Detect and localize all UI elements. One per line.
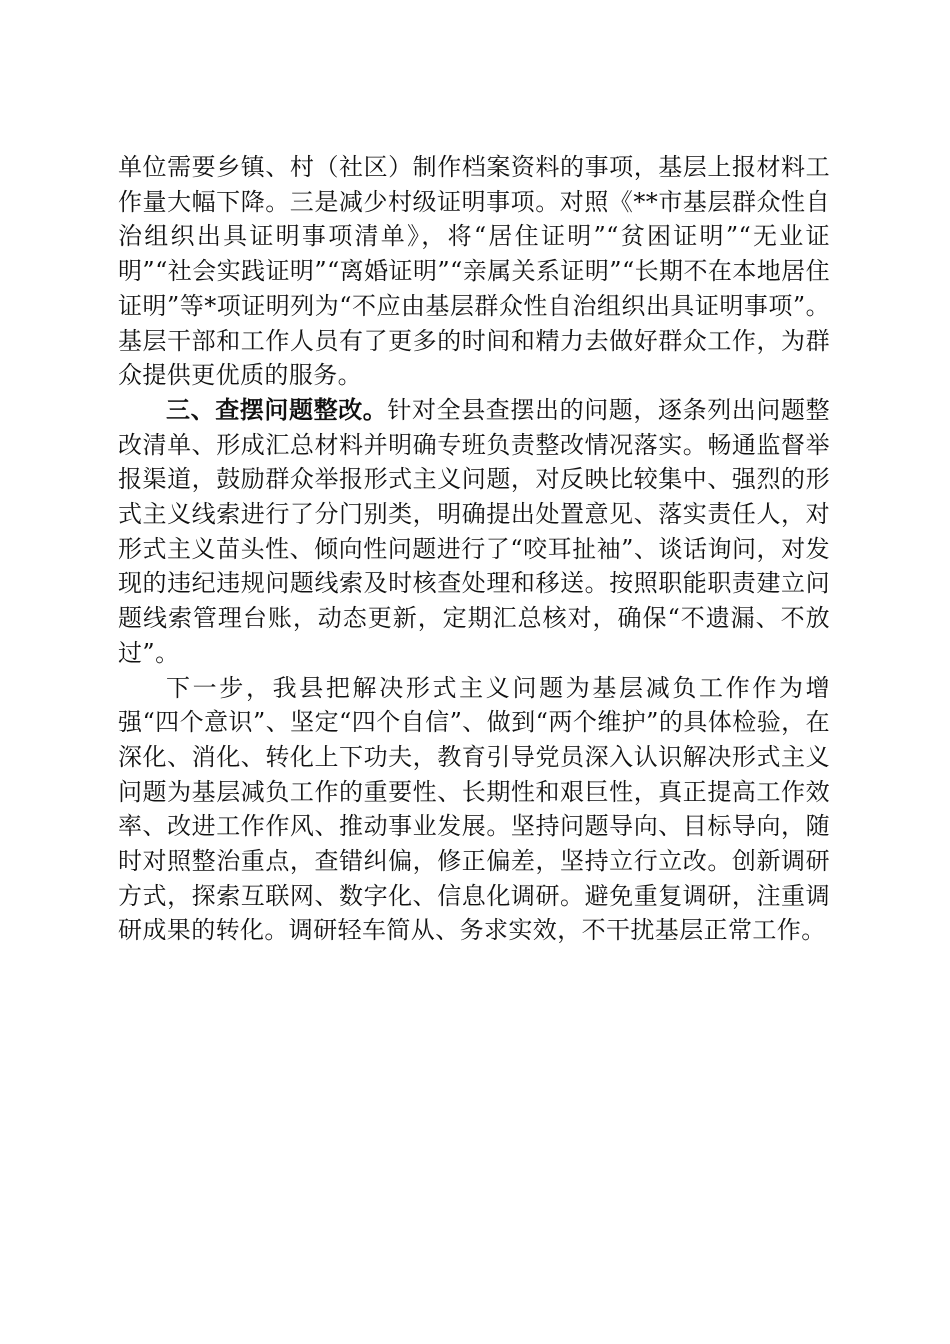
section-3-paragraph <box>118 393 830 671</box>
document-body <box>118 150 830 948</box>
section-3-heading: 三、查摆问题整改。 <box>166 395 388 424</box>
section-3-body: 针对全县查摆出的问题，逐条列出问题整改清单、形成汇总材料并明确专班负责整改情况落实。畅通监督举报渠道，鼓励群众举报形式主义问题，对反映比较集中、强烈的形式主义线索进行了分门别类，明确提出处置意见、落实责任人，对形式主义苗头性、倾向性问题进行了“咬耳扯袖”、谈话询问，对发现的违纪违规问题线索及时核查处理和移送。按照职能职责建立问题线索管理台账，动态更新，定期汇总核对，确保“不遗漏、不放过”。 <box>118 395 830 667</box>
paragraph-continued: 单位需要乡镇、村（社区）制作档案资料的事项，基层上报材料工作量大幅下降。三是减少村级证明事项。对照《**市基层群众性自治组织出具证明事项清单》，将“居住证明”“贫困证明”“无业证明”“社会实践证明”“离婚证明”“亲属关系证明”“长期不在本地居住证明”等*项证明列为“不应由基层群众性自治组织出具证明事项”。基层干部和工作人员有了更多的时间和精力去做好群众工作，为群众提供更优质的服务。 <box>118 153 830 390</box>
next-step-paragraph: 下一步，我县把解决形式主义问题为基层减负工作作为增强“四个意识”、坚定“四个自信”、做到“两个维护”的具体检验，在深化、消化、转化上下功夫，教育引导党员深入认识解决形式主义问题为基层减负工作的重要性、长期性和艰巨性，真正提高工作效率、改进工作作风、推动事业发展。坚持问题导向、目标导向，随时对照整治重点，查错纠偏，修正偏差，坚持立行立改。创新调研方式，探索互联网、数字化、信息化调研。避免重复调研，注重调研成果的转化。调研轻车简从、务求实效，不干扰基层正常工作。 <box>118 673 830 945</box>
